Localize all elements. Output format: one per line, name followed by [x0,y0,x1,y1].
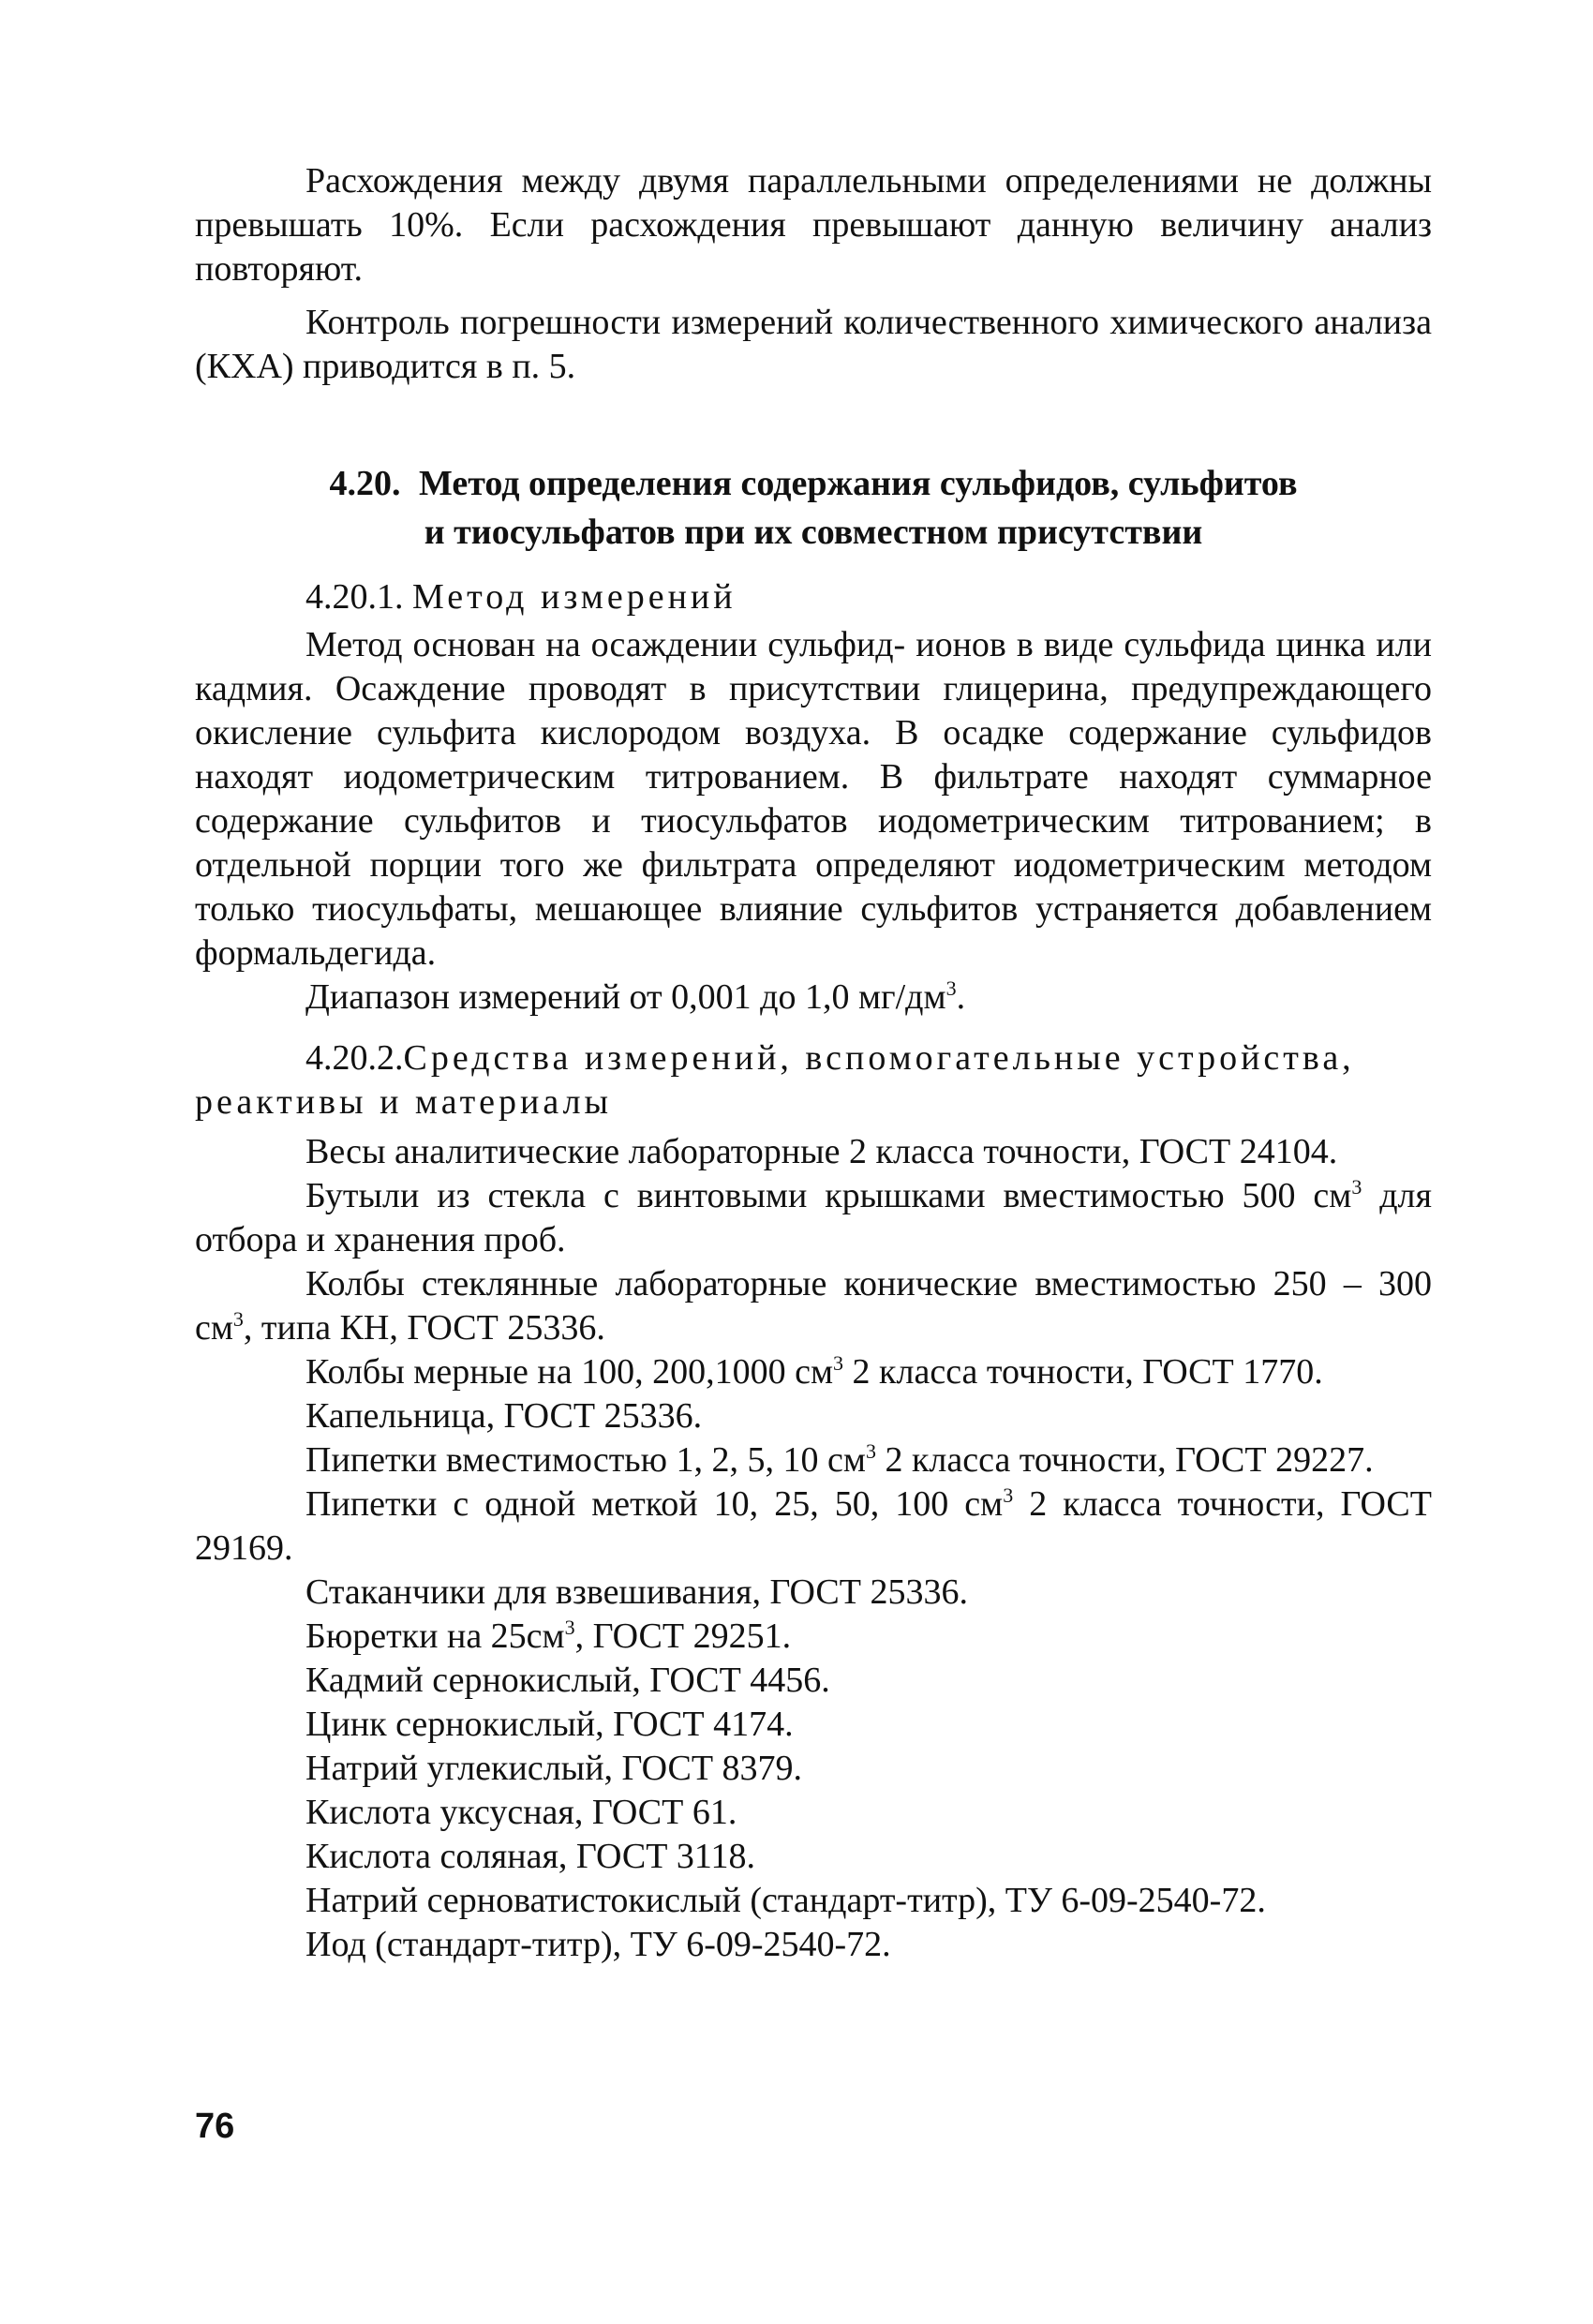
section-title-line-1: Метод определения содержания сульфидов, сульфитов [418,464,1298,503]
list-item: Иод (стандарт-титр), ТУ 6-09-2540-72. [305,1925,891,1964]
section-number: 4.20. [329,464,401,503]
list-item: Цинк сернокислый, ГОСТ 4174. [305,1705,794,1744]
list-item: Кадмий сернокислый, ГОСТ 4456. [305,1661,830,1700]
list-item: Кислота соляная, ГОСТ 3118. [305,1837,756,1876]
list-item [195,1615,1432,1659]
list-item-superscript: 3 [232,1307,244,1331]
intro-paragraph-1: Расхождения между двумя параллельными определениями не должны превышать 10%. Если расхождения превышают данную величину анализ повторяют. [195,161,1432,289]
subsection-title-1: Метод измерений [412,577,737,617]
list-item-text: Пипетки вместимостью 1, 2, 5, 10 см [305,1440,866,1480]
range-text: Диапазон измерений от 0,001 до 1,0 мг/дм [305,977,946,1017]
list-item: Кислота уксусная, ГОСТ 61. [305,1793,737,1832]
list-item: Стаканчики для взвешивания, ГОСТ 25336. [305,1572,968,1612]
list-item-text: Колбы мерные на 100, 200,1000 см [305,1352,834,1392]
list-item-text: Бюретки на 25см [305,1616,565,1656]
list-item-text: Пипетки с одной меткой 10, 25, 50, 100 см [305,1484,1004,1524]
section-heading [195,459,1432,557]
list-item [195,1438,1432,1482]
list-item-superscript: 3 [833,1351,844,1375]
list-item [195,1350,1432,1394]
subsection-title-2: Средства измерений, вспомогательные устройства, реактивы и материалы [195,1038,1355,1122]
subsection-heading-2 [195,1036,1432,1125]
list-item-superscript: 3 [1351,1175,1362,1199]
list-item: Весы аналитические лабораторные 2 класса точности, ГОСТ 24104. [305,1132,1338,1171]
section-title-line-2: и тиосульфатов при их совместном присутствии [424,513,1203,552]
list-item-text: , ГОСТ 29251. [574,1616,792,1656]
list-item-superscript: 3 [865,1439,876,1463]
intro-paragraph-2: Контроль погрешности измерений количественного химического анализа (КХА) приводится в п. 5. [195,303,1432,386]
subsection-heading-1 [195,575,1432,619]
page-content [195,159,1432,1967]
subsection-number-1: 4.20.1. [305,577,404,617]
subsection-number-2: 4.20.2. [305,1038,404,1078]
list-item [195,1482,1432,1571]
list-item-text: , типа КН, ГОСТ 25336. [243,1308,605,1348]
list-item [195,1174,1432,1262]
range-end: . [956,977,966,1017]
range-superscript: 3 [945,976,957,1000]
list-item-text: Колбы стеклянные лабораторные конические вместимостью 250 – 300 см [195,1264,1432,1348]
list-item-text: Бутыли из стекла с винтовыми крышками вместимостью 500 см [305,1176,1352,1215]
list-item-text: 2 класса точности, ГОСТ 29227. [875,1440,1374,1480]
list-item-superscript: 3 [564,1616,575,1639]
list-item-text: 2 класса точности, ГОСТ 1770. [843,1352,1323,1392]
list-item-text: для отбора и хранения проб. [195,1176,1432,1259]
method-paragraph: Метод основан на осаждении сульфид- ионов в виде сульфида цинка или кадмия. Осаждение проводят в присутствии глицерина, предупреждающего окисление сульфита кислородом воздуха. В осадке содержание сульфидов находят иодометрическим титрованием. В фильтрате находят суммарное содержание сульфитов и тиосульфатов иодометрическим титрованием; в отдельной порции того же фильтрата определяют иодометрическим методом только тиосульфаты, мешающее влияние сульфитов устраняется добавлением формальдегида. [195,625,1432,973]
list-item-superscript: 3 [1003,1483,1014,1507]
range-paragraph [195,976,1432,1020]
list-item: Натрий серноватистокислый (стандарт-титр), ТУ 6-09-2540-72. [305,1881,1266,1920]
section-heading-line-1 [195,459,1432,508]
page-number: 76 [195,2107,235,2146]
list-item: Натрий углекислый, ГОСТ 8379. [305,1749,803,1788]
list-item: Капельница, ГОСТ 25336. [305,1396,703,1436]
list-item-text: 2 класса точности, ГОСТ 29169. [195,1484,1432,1568]
list-item [195,1262,1432,1350]
